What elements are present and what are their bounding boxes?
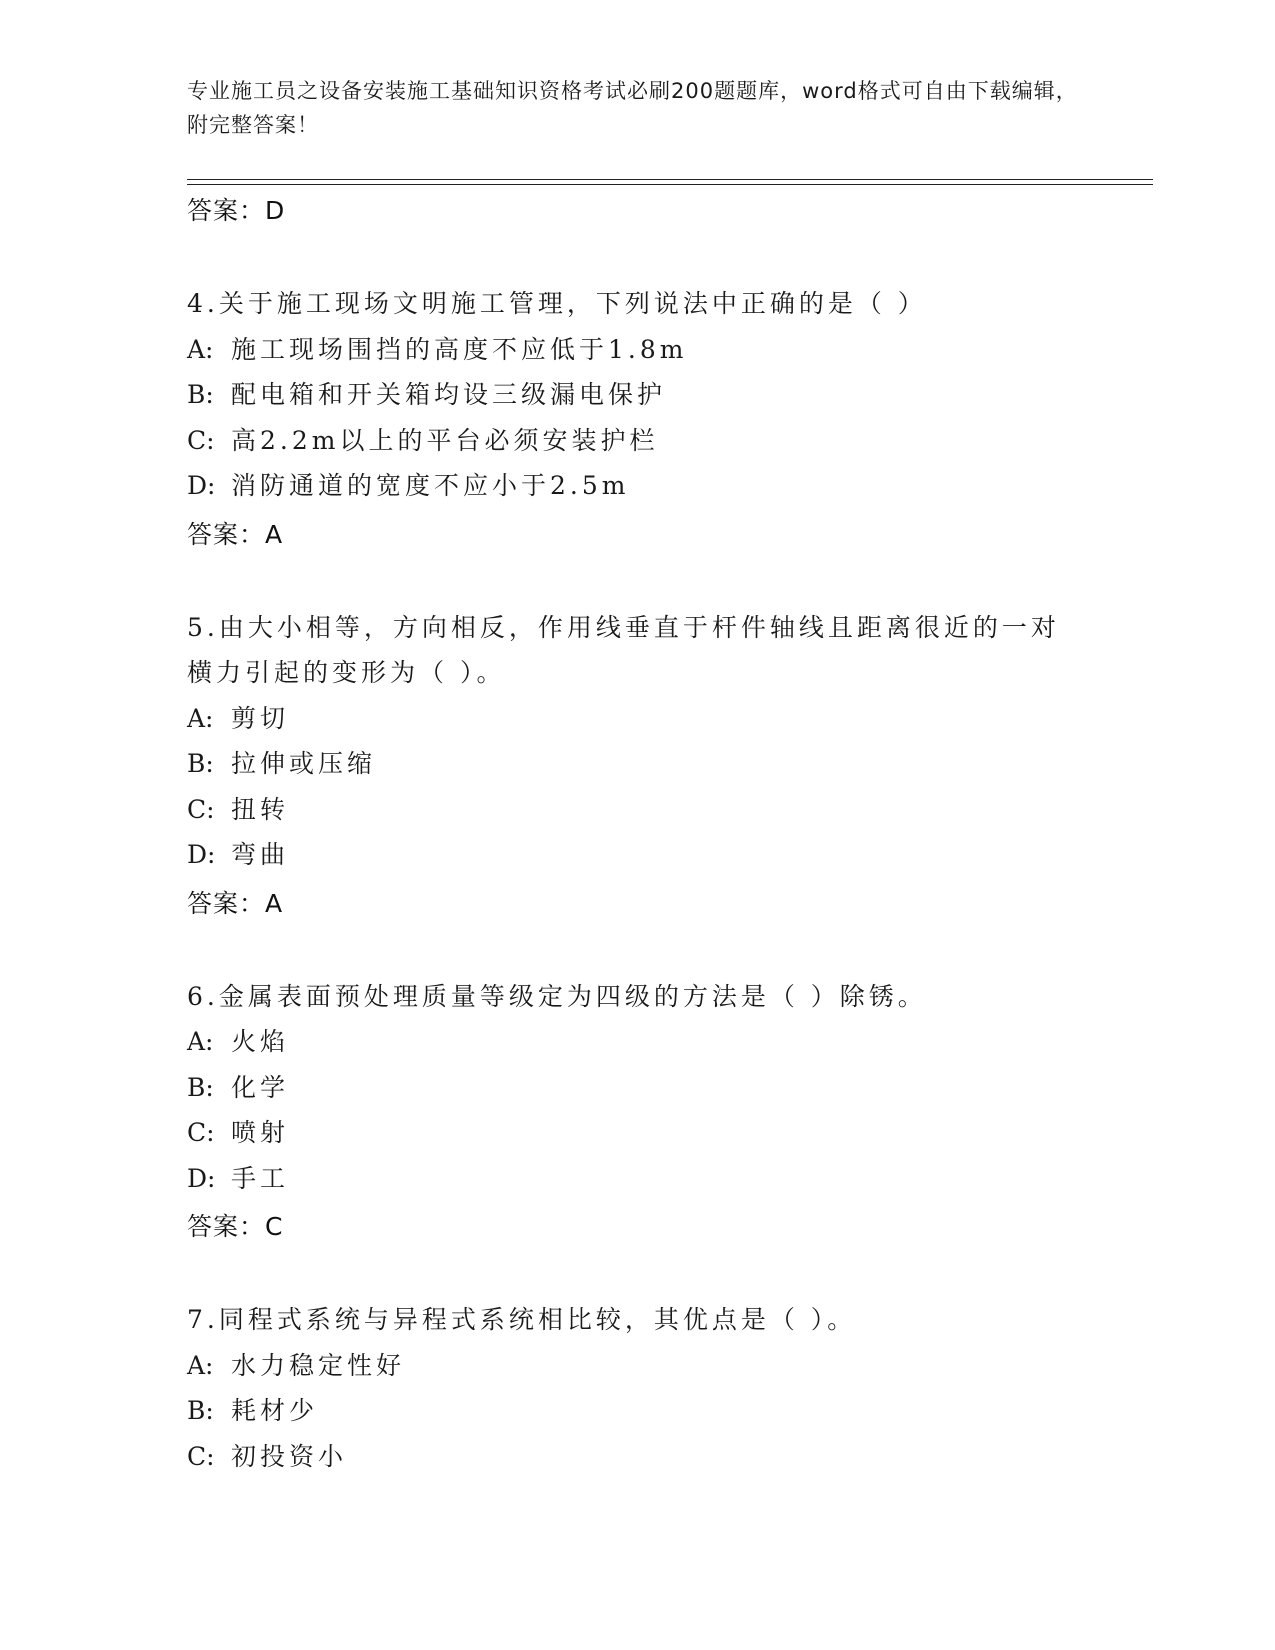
option-letter: D: — [187, 1163, 216, 1193]
question-text: 6.金属表面预处理质量等级定为四级的方法是（ ）除锈。 — [187, 981, 927, 1011]
answer-value: D — [265, 196, 285, 225]
option-text: 剪切 — [231, 703, 290, 733]
question-list — [187, 185, 1153, 1479]
question-text: 7.同程式系统与异程式系统相比较，其优点是（ ）。 — [187, 1305, 857, 1334]
answer-label: 答案： — [187, 519, 266, 549]
question-text: 4.关于施工现场文明施工管理，下列说法中正确的是（ ） — [187, 289, 927, 318]
option-letter: B: — [187, 1072, 214, 1102]
option-b — [187, 1388, 1153, 1434]
option-c — [187, 1110, 1153, 1156]
option-letter: C: — [187, 1441, 215, 1471]
option-letter: A: — [187, 334, 214, 364]
option-text: 水力稳定性好 — [231, 1350, 406, 1380]
option-c — [187, 1434, 1153, 1480]
question-item — [187, 1297, 1153, 1479]
answer-value: A — [265, 519, 283, 549]
answer-line — [187, 880, 1153, 928]
option-text: 弯曲 — [231, 840, 290, 869]
document-header: 专业施工员之设备安装施工基础知识资格考试必刷200题题库，word格式可自由下载编辑，附完整答案！ — [187, 79, 1078, 137]
option-text: 配电箱和开关箱均设三级漏电保护 — [231, 380, 667, 409]
answer-line — [187, 187, 1153, 235]
option-a — [187, 1019, 1153, 1065]
option-letter: A: — [187, 1027, 214, 1056]
option-text: 拉伸或压缩 — [231, 749, 377, 778]
option-letter: A: — [187, 703, 214, 733]
option-d — [187, 832, 1153, 878]
option-letter: D: — [187, 471, 216, 500]
option-text: 火焰 — [231, 1027, 290, 1056]
option-letter: C: — [187, 1118, 215, 1147]
option-text: 扭转 — [231, 794, 290, 824]
header-divider-line — [187, 179, 1153, 180]
option-letter: D: — [187, 840, 216, 869]
option-b — [187, 1065, 1153, 1111]
option-c — [187, 787, 1153, 833]
option-text: 施工现场围挡的高度不应低于1.8m — [231, 334, 688, 364]
option-text: 初投资小 — [231, 1441, 348, 1471]
option-d — [187, 1156, 1153, 1202]
option-letter: C: — [187, 794, 215, 824]
question-item — [187, 974, 1153, 1252]
option-text: 手工 — [231, 1163, 290, 1193]
option-a — [187, 327, 1153, 373]
option-letter: B: — [187, 1396, 214, 1425]
option-b — [187, 372, 1153, 418]
question-item — [187, 605, 1153, 928]
answer-line — [187, 511, 1153, 559]
option-letter: B: — [187, 749, 214, 778]
option-letter: C: — [187, 425, 215, 455]
option-a — [187, 1343, 1153, 1389]
option-d — [187, 463, 1153, 509]
option-text: 消防通道的宽度不应小于2.5m — [231, 471, 630, 500]
question-text: 5.由大小相等，方向相反，作用线垂直于杆件轴线且距离很近的一对横力引起的变形为（ ）。 — [187, 612, 1060, 687]
answer-label: 答案： — [187, 196, 266, 225]
option-text: 化学 — [231, 1072, 290, 1102]
option-text: 喷射 — [231, 1118, 290, 1147]
option-letter: B: — [187, 380, 214, 409]
option-c — [187, 418, 1153, 464]
option-text: 耗材少 — [231, 1396, 319, 1425]
answer-value: C — [265, 1212, 283, 1241]
option-text: 高2.2m以上的平台必须安装护栏 — [231, 425, 659, 455]
option-a — [187, 696, 1153, 742]
answer-value: A — [265, 888, 283, 918]
option-letter: A: — [187, 1350, 214, 1380]
option-b — [187, 741, 1153, 787]
answer-label: 答案： — [187, 1212, 266, 1241]
answer-label: 答案： — [187, 888, 266, 918]
answer-line — [187, 1203, 1153, 1251]
question-item — [187, 281, 1153, 559]
